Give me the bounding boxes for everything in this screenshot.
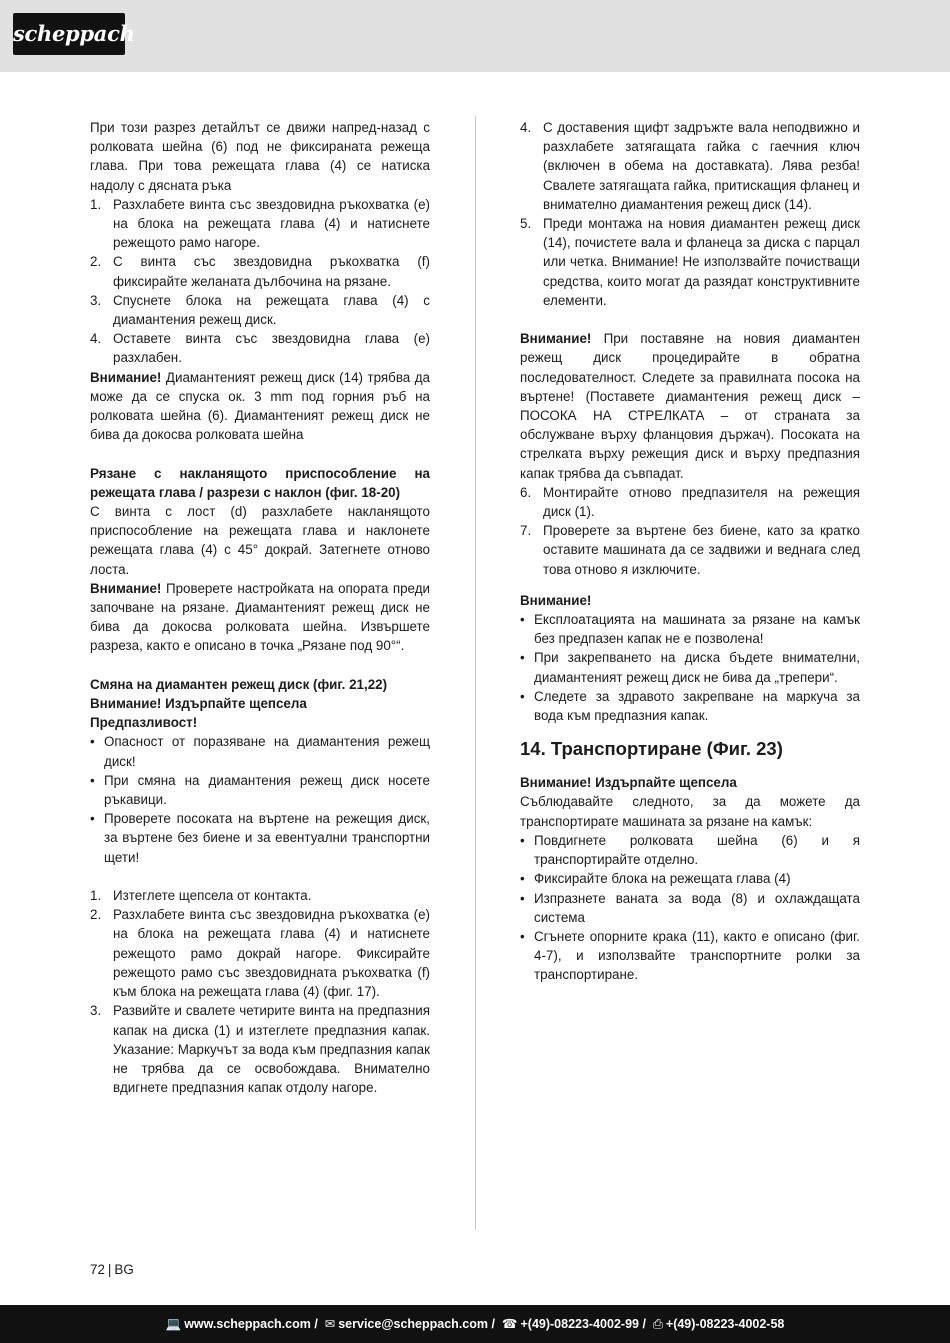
section-heading-tilt-cut: Рязане с накланящото приспособление на режещата глава / разрези с наклон (фиг. 18-20) (90, 465, 430, 500)
list-item-text: Развийте и свалете четирите винта на предпазния капак на диска (1) и изтеглете предпазния капак. Указание: Маркучът за вода към предпазния капак не трябва да се освобождава. Внимателно вдигнете предпазния капак отдолу нагоре. (113, 1003, 430, 1096)
list-item-text: Изтеглете щепсела от контакта. (113, 888, 312, 904)
list-item (90, 291, 430, 329)
bullet-icon: • (520, 928, 525, 944)
section-heading-disc-change: Смяна на диамантен режещ диск (фиг. 21,22) (90, 676, 388, 692)
column-divider (475, 116, 476, 1230)
page-header (0, 0, 950, 72)
bullet-icon: • (90, 734, 95, 750)
attention-heading: Внимание! (520, 592, 592, 608)
bullet-icon: • (90, 772, 95, 788)
bullet-text: Следете за здравото закрепване на маркуча за вода към предпазния капак. (534, 688, 860, 724)
transport-unplug-warning: Внимание! Издърпайте щепсела (520, 775, 737, 791)
bullet-text: Сгънете опорните крака (11), както е описано (фиг. 4-7), и използвайте транспортните ролки за транспортиране. (534, 928, 860, 983)
list-number: 5. (520, 216, 532, 232)
bullet-item (520, 648, 860, 686)
list-number: 4. (90, 331, 102, 347)
list-item-text: Разхлабете винта със звездовидна ръкохватка (e) на блока на режещата глава (4) и натиснете режещото рамо докрай нагоре. Фиксирайте режещото рамо със звездовидната ръкохватка (f) към блока на режещата глава (4) (фиг. 17). (113, 907, 430, 1000)
attention-paragraph-3 (520, 329, 860, 483)
list-number: 2. (90, 254, 102, 270)
fax-number: +(49)-08223-4002-58 (665, 1317, 785, 1331)
list-item-text: Проверете за въртене без биене, като за кратко оставите машината да се задвижи и веднага след това отново я изключите. (543, 523, 860, 577)
list-item-text: Монтирайте отново предпазителя на режещия диск (1). (543, 484, 860, 520)
list-item (520, 214, 860, 310)
list-item-text: Спуснете блока на режещата глава (4) с диамантения режещ диск. (113, 292, 430, 328)
right-column (520, 118, 860, 985)
bullet-text: Изпразнете ваната за вода (8) и охлаждащата система (534, 890, 860, 925)
list-item (90, 252, 430, 290)
bullet-item (520, 927, 860, 985)
brand-logo: scheppach (13, 13, 125, 55)
bullet-icon: • (520, 650, 525, 666)
bullet-text: Опасност от поразяване на диамантения режещ диск! (104, 734, 430, 769)
transport-intro: Съблюдавайте следното, за да можете да транспортирате машината за рязане на камък: (520, 794, 860, 829)
attention-paragraph-1 (90, 368, 430, 445)
email-link[interactable]: service@scheppach.com / (338, 1317, 495, 1331)
section-title-transport: 14. Транспортиране (Фиг. 23) (520, 738, 783, 760)
list-number: 3. (90, 1003, 102, 1019)
list-item (520, 483, 860, 521)
bullet-text: Повдигнете ролковата шейна (6) и я транспортирайте отделно. (534, 832, 860, 868)
email-icon: ✉ (321, 1317, 336, 1331)
bullet-icon: • (520, 612, 525, 628)
bullet-list-transport (520, 831, 860, 985)
bullet-text: При закрепването на диска бъдете внимателни, диамантеният режещ диск не бива да „трепери“. (534, 650, 860, 685)
list-item (520, 118, 860, 214)
attention-label: Внимание! (90, 580, 162, 596)
numbered-list-steps-2 (90, 886, 430, 1097)
fax-icon: ⎙ (649, 1317, 663, 1331)
numbered-list-steps-3 (520, 118, 860, 310)
attention-text: Проверете настройката на опората преди започване на рязане. Диамантеният режещ диск не бива да докосва ролковата шейна. Извършете разреза, както е описано в точка „Рязане под 90°“. (90, 580, 430, 654)
attention-paragraph-2 (90, 579, 430, 656)
list-item-text: Преди монтажа на новия диамантен режещ диск (14), почистете вала и фланеца за диска с парцал или четка. Внимание! Не използвайте почистващи средства, които могат да разядат конструктивните елементи. (543, 216, 860, 308)
website-link[interactable]: www.scheppach.com / (184, 1317, 318, 1331)
numbered-list-steps-4 (520, 483, 860, 579)
bullet-icon: • (90, 811, 95, 827)
list-number: 2. (90, 907, 102, 923)
bullet-item (520, 869, 860, 888)
numbered-list-steps-1 (90, 195, 430, 368)
list-number: 1. (90, 196, 102, 212)
list-number: 4. (520, 120, 532, 135)
caution-heading: Предпазливост! (90, 715, 198, 731)
list-number: 6. (520, 484, 532, 500)
bullet-icon: • (520, 890, 525, 906)
bullet-item (90, 732, 430, 770)
intro-paragraph: При този разрез детайлът се движи напред-назад с ролковата шейна (6) под не фиксираната режеща глава. При това режещата глава (4) се натиска надолу с дясната ръка (90, 120, 430, 193)
bullet-icon: • (520, 688, 525, 704)
bullet-icon: • (520, 832, 525, 848)
list-item-text: Разхлабете винта със звездовидна ръкохватка (e) на блока на режещата глава (4) и натиснете режещото рамо нагоре. (113, 196, 430, 251)
bullet-list-caution (90, 732, 430, 866)
page-number: 72 (90, 1262, 105, 1277)
bullet-item (520, 831, 860, 869)
phone-number: +(49)-08223-4002-99 / (520, 1317, 646, 1331)
bullet-icon: • (520, 871, 525, 887)
list-item (90, 886, 430, 905)
page-separator: | (107, 1262, 112, 1277)
contact-footer-bar (0, 1305, 950, 1343)
language-code: BG (114, 1262, 134, 1277)
bullet-item (520, 610, 860, 648)
attention-text: Диамантеният режещ диск (14) трябва да може да се спуска ок. 3 mm под горния ръб на ролковата шейна (6). Диамантеният режещ диск не бива да докосва ролковата шейна (90, 369, 430, 443)
list-item (90, 1001, 430, 1097)
list-number: 1. (90, 888, 102, 904)
computer-icon: 💻 (165, 1317, 182, 1331)
bullet-item (90, 771, 430, 809)
list-number: 7. (520, 523, 532, 539)
unplug-warning: Внимание! Издърпайте щепсела (90, 696, 307, 712)
left-column (90, 118, 430, 1097)
bullet-text: Фиксирайте блока на режещата глава (4) (534, 871, 791, 887)
bullet-text: При смяна на диамантения режещ диск носете ръкавици. (104, 772, 430, 808)
bullet-text: Експлоатацията на машината за рязане на камък без предпазен капак не е позволена! (534, 612, 860, 647)
attention-label: Внимание! (520, 331, 592, 347)
list-item (90, 905, 430, 1001)
list-item-text: Оставете винта със звездовидна глава (e) разхлабен. (113, 331, 430, 366)
list-number: 3. (90, 292, 102, 308)
list-item (90, 329, 430, 367)
list-item-text: С доставения щифт задръжте вала неподвижно и разхлабете затягащата гайка с гаечния ключ (включен в обема на доставката). Лява резба! Свалете затягащата гайка, притискащия фланец и внимателно диамантения режещ диск (14). (543, 120, 860, 212)
attention-label: Внимание! (90, 369, 162, 385)
bullet-item (90, 809, 430, 867)
attention-text: При поставяне на новия диамантен режещ диск процедирайте в обратна последователност. Следете за правилната посока на въртене! (Поставете диамантения режещ диск – ПОСОКА НА СТРЕЛКАТА – от страната за обслужване върху фланцовия държач). Посоката на стрелката върху режещия диск и върху предпазния капак трябва да съвпадат. (520, 331, 860, 481)
list-item (90, 195, 430, 253)
bullet-text: Проверете посоката на въртене на режещия диск, за въртене без биене и за евентуални транспортни щети! (104, 811, 430, 865)
list-item-text: С винта със звездовидна ръкохватка (f) фиксирайте желаната дълбочина на рязане. (113, 254, 430, 289)
tilt-cut-paragraph: С винта с лост (d) разхлабете накланящото приспособление на режещата глава и наклонете режещата глава (4) с 45° докрай. Затегнете отново лоста. (90, 504, 430, 577)
phone-icon: ☎ (498, 1317, 518, 1331)
bullet-item (520, 687, 860, 725)
bullet-list-attention (520, 610, 860, 725)
page-number-footer (90, 1262, 134, 1277)
bullet-item (520, 889, 860, 927)
list-item (520, 521, 860, 579)
